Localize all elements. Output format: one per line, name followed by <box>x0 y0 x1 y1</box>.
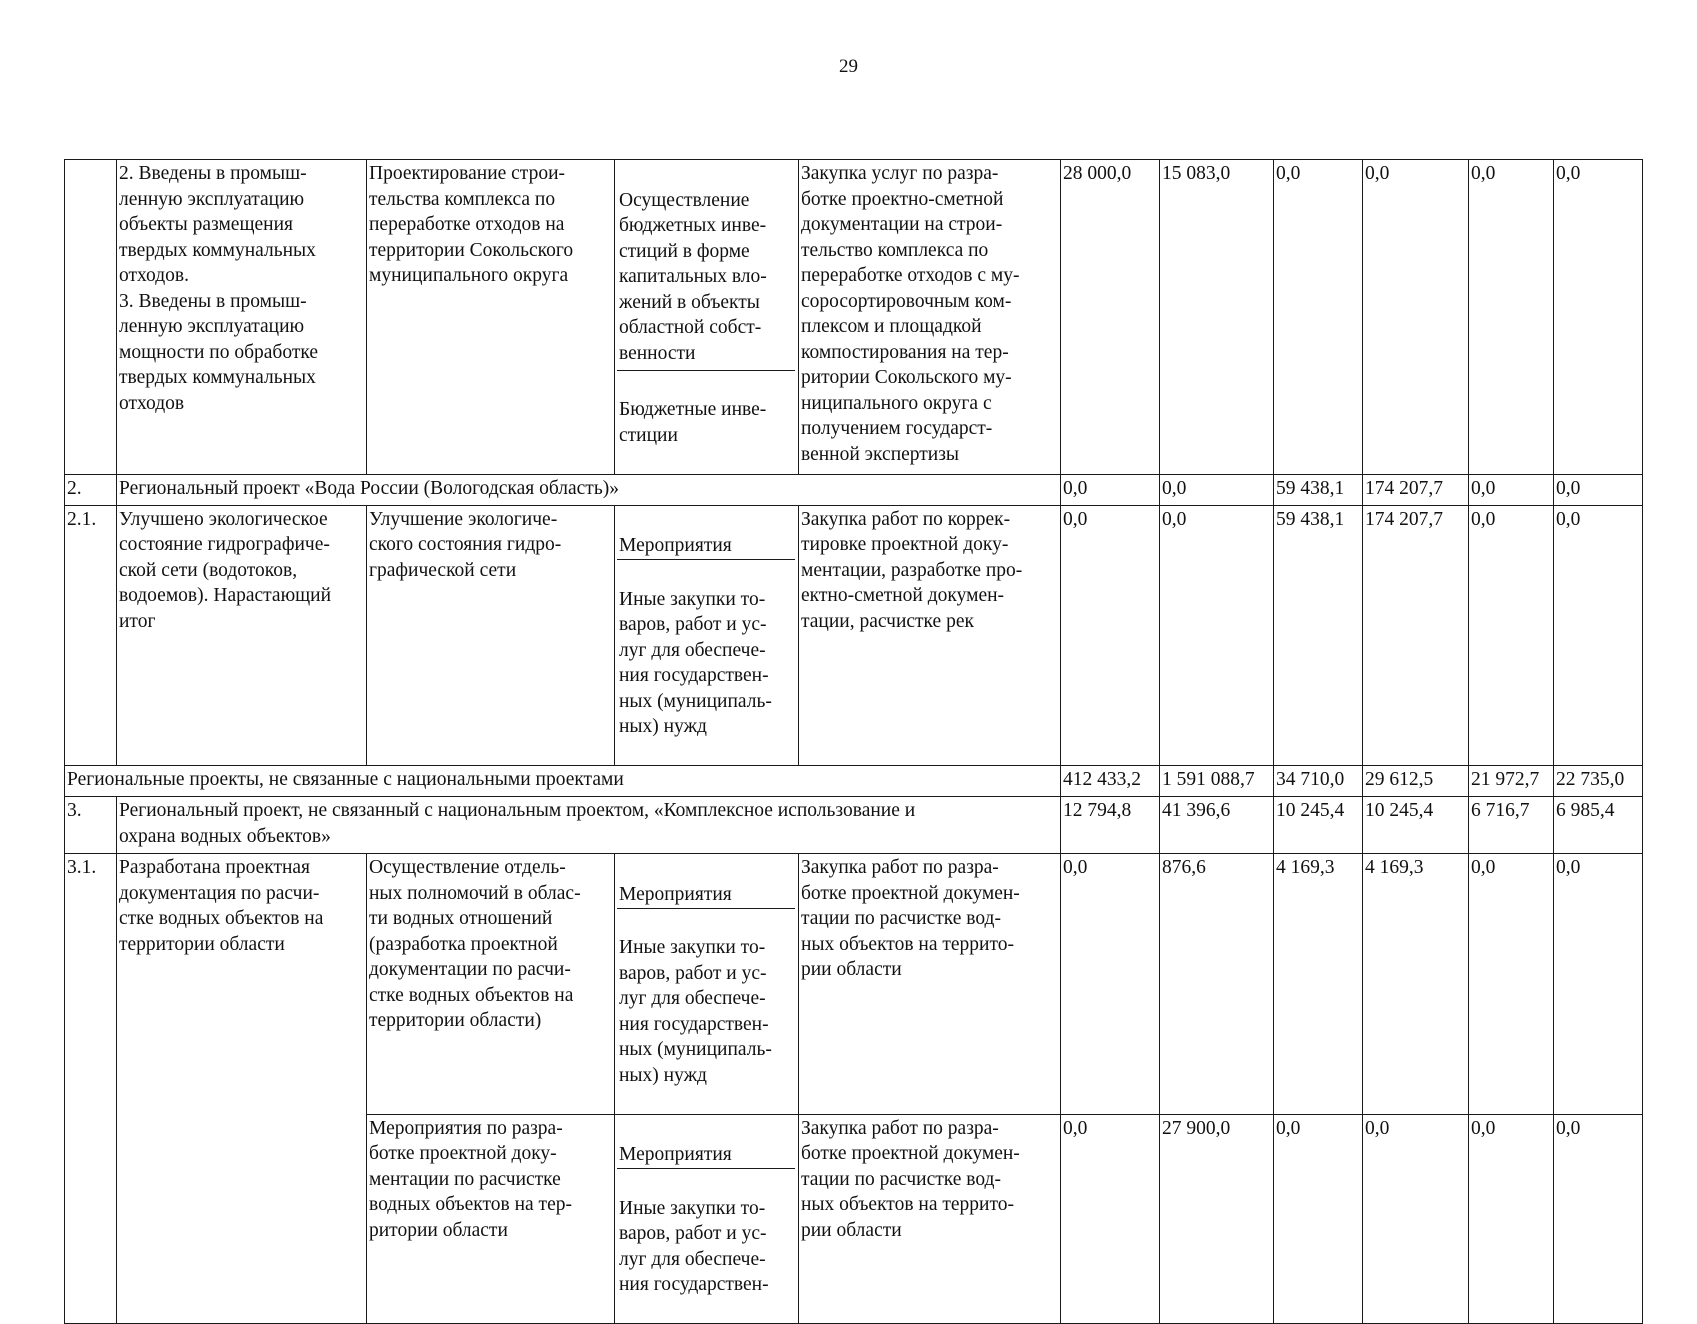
expense-type-top: Мероприятия <box>617 1141 795 1169</box>
total-title-cell: Региональные проекты, не связанные с национальными проектами <box>65 766 1061 797</box>
value-cell: 0,0 <box>1554 1114 1643 1324</box>
expense-type-bottom: Иные закупки то- варов, работ и ус- луг для обеспече- ния государствен- ных (муниципаль- ных) нужд <box>619 937 772 1086</box>
value-cell: 6 985,4 <box>1554 797 1643 854</box>
value-cell: 22 735,0 <box>1554 766 1643 797</box>
value-cell: 10 245,4 <box>1363 797 1469 854</box>
expense-type-cell <box>615 854 799 1115</box>
value-cell: 0,0 <box>1469 160 1554 475</box>
project-title-cell: Региональный проект, не связанный с национальным проектом, «Комплексное использование и охрана водных объектов» <box>117 797 1061 854</box>
value-cell: 4 169,3 <box>1274 854 1363 1115</box>
measure-cell: Осуществление отдель- ных полномочий в облас- ти водных отношений (разработка проектной документации по расчи- стке водных объектов на территории области) <box>367 854 615 1115</box>
table-row <box>65 160 1643 475</box>
measure-cell: Мероприятия по разра- ботке проектной доку- ментации по расчистке водных объектов на тер- ритории области <box>367 1114 615 1324</box>
row-number-cell: 2.1. <box>65 505 117 766</box>
value-cell: 28 000,0 <box>1061 160 1160 475</box>
value-cell: 412 433,2 <box>1061 766 1160 797</box>
value-cell: 0,0 <box>1469 1114 1554 1324</box>
value-cell: 0,0 <box>1160 474 1274 505</box>
value-cell: 0,0 <box>1363 1114 1469 1324</box>
value-cell: 29 612,5 <box>1363 766 1469 797</box>
result-cell: Разработана проектная документация по расчи- стке водных объектов на территории области <box>117 854 367 1324</box>
value-cell: 0,0 <box>1554 474 1643 505</box>
value-cell: 10 245,4 <box>1274 797 1363 854</box>
value-cell: 0,0 <box>1469 854 1554 1115</box>
value-cell: 0,0 <box>1274 1114 1363 1324</box>
expense-type-bottom: Иные закупки то- варов, работ и ус- луг для обеспече- ния государствен- <box>619 1197 769 1295</box>
measure-cell: Улучшение экологиче- ского состояния гидро- графической сети <box>367 505 615 766</box>
value-cell: 1 591 088,7 <box>1160 766 1274 797</box>
value-cell: 174 207,7 <box>1363 505 1469 766</box>
description-cell: Закупка услуг по разра- ботке проектно-сметной документации на строи- тельство комплекса по переработке отходов с му- соросортировочным ком- плексом и площадкой компостирования на тер- ритории Сокольского му- ниципального округа с получением государст- венной экспертизы <box>799 160 1061 475</box>
table-row <box>65 505 1643 766</box>
value-cell: 0,0 <box>1554 160 1643 475</box>
expense-type-cell <box>615 505 799 766</box>
result-cell: Улучшено экологическое состояние гидрографиче- ской сети (водотоков, водоемов). Нарастающий итог <box>117 505 367 766</box>
expense-type-bottom: Бюджетные инве- стиции <box>619 399 767 446</box>
program-budget-table <box>64 159 1643 1324</box>
value-cell: 27 900,0 <box>1160 1114 1274 1324</box>
expense-type-bottom: Иные закупки то- варов, работ и ус- луг для обеспече- ния государствен- ных (муниципаль- ных) нужд <box>619 588 772 737</box>
row-number-cell: 3.1. <box>65 854 117 1324</box>
value-cell: 0,0 <box>1363 160 1469 475</box>
row-number-cell: 3. <box>65 797 117 854</box>
page-number: 29 <box>839 56 858 77</box>
value-cell: 21 972,7 <box>1469 766 1554 797</box>
value-cell: 0,0 <box>1554 505 1643 766</box>
project-row <box>65 797 1643 854</box>
value-cell: 0,0 <box>1469 474 1554 505</box>
value-cell: 0,0 <box>1160 505 1274 766</box>
row-number-cell <box>65 160 117 475</box>
value-cell: 6 716,7 <box>1469 797 1554 854</box>
row-number-cell: 2. <box>65 474 117 505</box>
table-row <box>65 854 1643 1115</box>
expense-type-top: Мероприятия <box>617 881 795 909</box>
value-cell: 0,0 <box>1469 505 1554 766</box>
measure-cell: Проектирование строи- тельства комплекса по переработке отходов на территории Сокольского муниципального округа <box>367 160 615 475</box>
value-cell: 0,0 <box>1061 474 1160 505</box>
value-cell: 0,0 <box>1061 1114 1160 1324</box>
expense-type-cell <box>615 1114 799 1324</box>
description-cell: Закупка работ по разра- ботке проектной докумен- тации по расчистке вод- ных объектов на террито- рии области <box>799 1114 1061 1324</box>
description-cell: Закупка работ по коррек- тировке проектной доку- ментации, разработке про- ектно-сметной докумен- тации, расчистке рек <box>799 505 1061 766</box>
value-cell: 4 169,3 <box>1363 854 1469 1115</box>
value-cell: 59 438,1 <box>1274 505 1363 766</box>
expense-type-cell <box>615 160 799 475</box>
value-cell: 12 794,8 <box>1061 797 1160 854</box>
value-cell: 0,0 <box>1274 160 1363 475</box>
value-cell: 59 438,1 <box>1274 474 1363 505</box>
project-row <box>65 474 1643 505</box>
value-cell: 41 396,6 <box>1160 797 1274 854</box>
expense-type-top: Осуществление бюджетных инве- стиций в форме капитальных вло- жений в объекты областной собст- венности <box>617 187 795 371</box>
value-cell: 0,0 <box>1554 854 1643 1115</box>
value-cell: 876,6 <box>1160 854 1274 1115</box>
value-cell: 15 083,0 <box>1160 160 1274 475</box>
value-cell: 34 710,0 <box>1274 766 1363 797</box>
value-cell: 0,0 <box>1061 505 1160 766</box>
result-cell: 2. Введены в промыш- ленную эксплуатацию объекты размещения твердых коммунальных отходов. 3. Введены в промыш- ленную эксплуатацию мощности по обработке твердых коммунальных отходов <box>117 160 367 475</box>
value-cell: 0,0 <box>1061 854 1160 1115</box>
total-row <box>65 766 1643 797</box>
description-cell: Закупка работ по разра- ботке проектной докумен- тации по расчистке вод- ных объектов на террито- рии области <box>799 854 1061 1115</box>
expense-type-top: Мероприятия <box>617 532 795 560</box>
project-title-cell: Региональный проект «Вода России (Вологодская область)» <box>117 474 1061 505</box>
value-cell: 174 207,7 <box>1363 474 1469 505</box>
